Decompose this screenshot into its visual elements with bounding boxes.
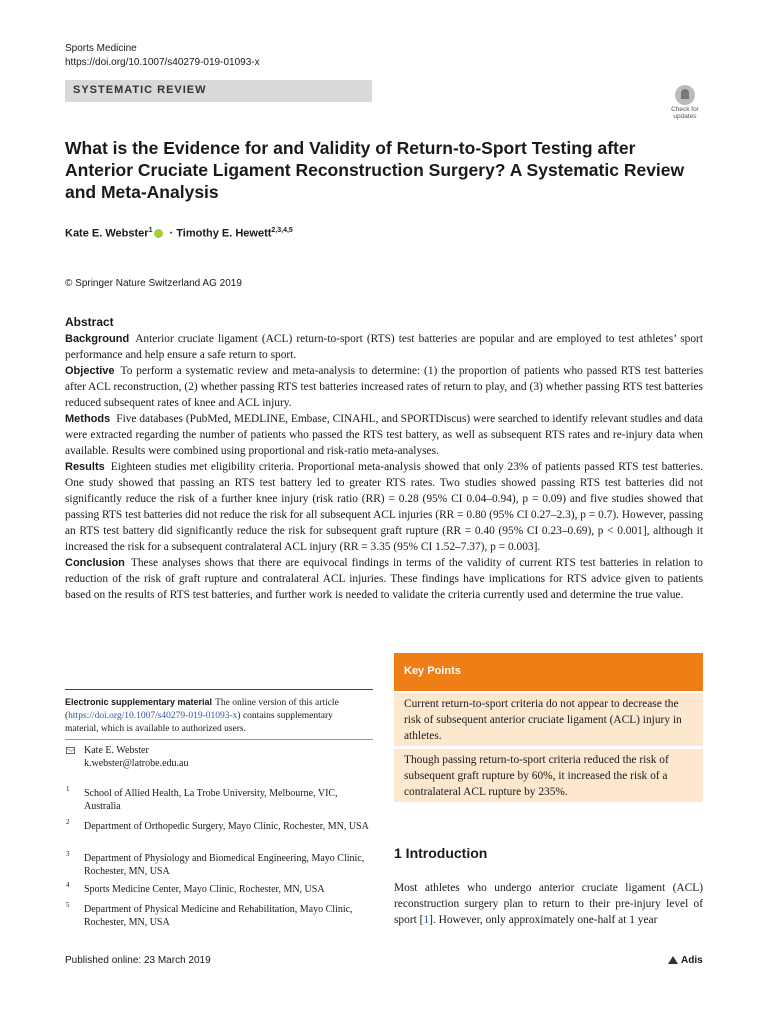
- abstract-section-text: Eighteen studies met eligibility criteria. Proportional meta-analysis showed that only 23% of patients passed RTS test batteries. One study showed that passing an RTS test battery led to greater RTS rates. Two studies showed passing RTS test batteries did not significantly reduce the risk of a further knee injury (risk ratio (RR) = 0.28 (95% CI 0.04–0.94), p = 0.09) and five studies showed that passing RTS test batteries did not reduce the risk for all subsequent ACL injuries (RR = 0.80 (95% CI 0.27–2.3), p = 0.7). However, passing an RTS test battery did significantly reduce the risk for subsequent graft rupture (RR = 0.40 (95% CI 0.23–0.69), p < 0.001], although it increased the risk for a subsequent contralateral ACL injury (RR = 3.35 (95% CI 1.52–7.37), p = 0.003].: [65, 461, 703, 553]
- envelope-icon: [66, 747, 75, 754]
- journal-name: Sports Medicine: [65, 43, 137, 54]
- affiliation-text: Department of Orthopedic Surgery, Mayo Clinic, Rochester, MN, USA: [84, 821, 369, 832]
- correspondence-divider: [65, 739, 373, 740]
- abstract-heading: Abstract: [65, 315, 114, 329]
- key-point-item: Current return-to-sport criteria do not appear to decrease the risk of subsequent anterior cruciate ligament (ACL) injury in athletes.: [394, 693, 703, 746]
- copyright-notice: © Springer Nature Switzerland AG 2019: [65, 278, 242, 289]
- esm-text: ) contains supplementary material, which is available to authorized users.: [65, 711, 333, 734]
- author-affiliation-sup: 2,3,4,5: [271, 227, 293, 234]
- esm-doi-link[interactable]: https://doi.org/10.1007/s40279-019-01093-x: [68, 711, 238, 721]
- esm-text: The online version of this article (: [65, 698, 339, 721]
- abstract-section: [65, 555, 703, 603]
- author-list: [65, 227, 293, 240]
- article-title: What is the Evidence for and Validity of Return-to-Sport Testing after Anterior Cruciate Ligament Reconstruction Surgery? A Systematic Review and Meta-Analysis: [65, 138, 685, 202]
- abstract-section-label: Objective: [65, 365, 115, 377]
- abstract-section: [65, 363, 703, 411]
- affiliation-text: Department of Physiology and Biomedical Engineering, Mayo Clinic, Rochester, MN, USA: [84, 853, 365, 877]
- footnote-divider: [65, 689, 373, 690]
- intro-text: Most athletes who undergo anterior cruciate ligament (ACL) reconstruction surgery plan to return to their pre-injury level of sport [: [394, 882, 703, 926]
- article-type-banner: [65, 80, 372, 102]
- orcid-icon[interactable]: [154, 229, 163, 238]
- author-affiliation-sup: 1: [148, 227, 153, 234]
- citation-link[interactable]: 1: [423, 914, 430, 926]
- key-points-header: [394, 653, 703, 691]
- author-separator: ·: [166, 227, 177, 240]
- abstract-section: [65, 411, 703, 459]
- abstract-body: [65, 331, 703, 603]
- doi-link[interactable]: https://doi.org/10.1007/s40279-019-01093-x: [65, 57, 260, 68]
- bookmark-icon: [675, 85, 695, 105]
- affiliation-number: 3: [66, 850, 70, 858]
- key-point-item: Though passing return-to-sport criteria reduced the risk of subsequent graft rupture by 60%, it increased the risk of a contralateral ACL rupture by 235%.: [394, 749, 703, 802]
- supplementary-material-note: [65, 696, 365, 736]
- affiliation-text: School of Allied Health, La Trobe University, Melbourne, VIC, Australia: [84, 788, 338, 812]
- author-name[interactable]: Kate E. Webster: [65, 227, 149, 240]
- article-type-label: SYSTEMATIC REVIEW: [73, 84, 207, 96]
- publisher-name: Adis: [681, 955, 703, 966]
- abstract-section-label: Methods: [65, 413, 111, 425]
- corresponding-author-email[interactable]: k.webster@latrobe.edu.au: [84, 758, 189, 769]
- section-heading: 1 Introduction: [394, 845, 488, 861]
- affiliation-number: 1: [66, 785, 70, 793]
- abstract-section-label: Background: [65, 333, 130, 345]
- key-points-heading: Key Points: [404, 665, 461, 677]
- introduction-paragraph: [394, 880, 703, 928]
- affiliation-number: 4: [66, 881, 70, 889]
- abstract-section-text: To perform a systematic review and meta-analysis to determine: (1) the proportion of patients who passed RTS test batteries after ACL reconstruction, (2) whether passing RTS test batteries increased rates of return to play, and (3) whether passing RTS test batteries reduced subsequent rates of knee and ACL injury.: [65, 365, 703, 409]
- affiliation-number: 2: [66, 818, 70, 826]
- intro-text: ]. However, only approximately one-half at 1 year: [429, 914, 658, 926]
- esm-label: Electronic supplementary material: [65, 697, 213, 707]
- corresponding-author-name: Kate E. Webster: [84, 745, 149, 756]
- affiliation-number: 5: [66, 901, 70, 909]
- affiliation-text: Department of Physical Medicine and Rehabilitation, Mayo Clinic, Rochester, MN, USA: [84, 904, 353, 928]
- author-name[interactable]: Timothy E. Hewett: [176, 227, 272, 240]
- abstract-section-label: Conclusion: [65, 557, 125, 569]
- published-date: Published online: 23 March 2019: [65, 955, 211, 966]
- affiliation-text: Sports Medicine Center, Mayo Clinic, Rochester, MN, USA: [84, 884, 325, 895]
- abstract-section-text: These analyses shows that there are equivocal findings in terms of the validity of current RTS test batteries in relation to reduction of the risk of graft rupture and contralateral ACL injuries. These findings have implications for RTS advice given to patients based on the results of RTS test batteries, and further work is needed to validate the criteria currently used and determine the true value.: [65, 557, 703, 601]
- publisher-logo: [668, 955, 703, 966]
- abstract-section: [65, 459, 703, 555]
- abstract-section-label: Results: [65, 461, 105, 473]
- abstract-section: [65, 331, 703, 363]
- abstract-section-text: Five databases (PubMed, MEDLINE, Embase, CINAHL, and SPORTDiscus) were searched to identify relevant studies and data were extracted regarding the number of patients who passed the RTS test battery, as well as subsequent RTS rates and re-injury data when available. Results were combined using proportional and risk-ratio meta-analyses.: [65, 413, 703, 457]
- triangle-logo-icon: [668, 956, 678, 964]
- check-updates-label: Check for updates: [671, 106, 699, 120]
- abstract-section-text: Anterior cruciate ligament (ACL) return-to-sport (RTS) test batteries are popular and are employed to test athletes’ sport performance and help ensure a safe return to sport.: [65, 333, 703, 361]
- check-for-updates-badge[interactable]: [666, 85, 704, 125]
